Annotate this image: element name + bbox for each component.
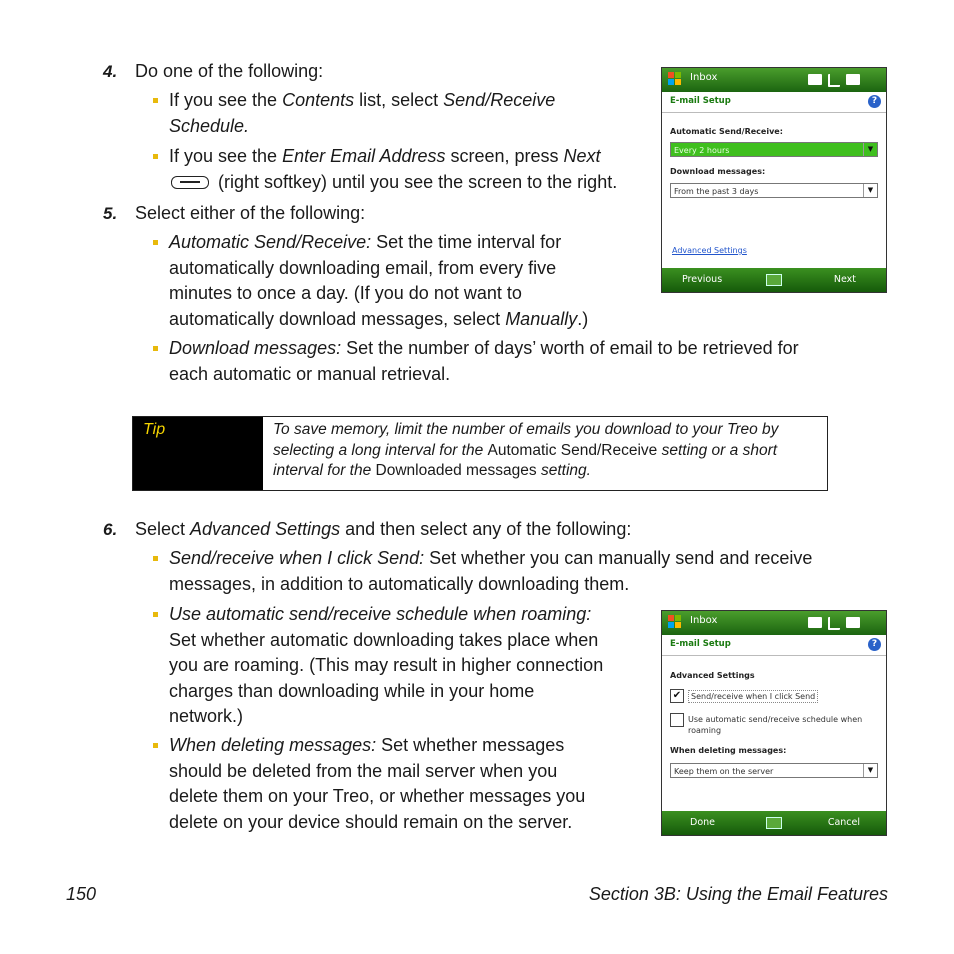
window-title: Inbox [690,615,718,626]
advanced-settings-heading: Advanced Settings [670,671,755,680]
roaming-schedule-checkbox[interactable] [670,713,684,727]
softkey-bar [662,811,886,835]
step-4-bullet-1: If you see the Contents list, select Send/Receive Schedule. [169,90,556,136]
email-setup-screen-2 [661,610,887,836]
bullet [153,346,158,351]
send-on-click-checkbox[interactable]: ✔ [670,689,684,703]
signal-icon [828,74,840,87]
step-4-bullet-2: If you see the Enter Email Address screen, press Next (right softkey) until you see the screen to the right. [169,146,618,192]
step-6-bullet-2: Use automatic send/receive schedule when roaming: Set whether automatic downloading takes place when you are roaming. (This may result in higher connection charges than downloading while in your home network.) [169,604,604,726]
when-deleting-select[interactable] [670,763,878,778]
signal-icon [828,617,840,630]
advanced-settings-link[interactable]: Advanced Settings [672,246,747,255]
tip-box [132,416,828,491]
windows-logo-icon [668,72,682,86]
step-5-text: Select either of the following: [135,203,366,223]
download-messages-value: From the past 3 days [674,187,759,196]
right-softkey-icon [171,176,209,189]
send-on-click-label: Send/receive when I click Send [688,690,818,703]
softkey-bar [662,268,886,292]
step-5-number: 5. [103,204,118,223]
dropdown-arrow-icon: ▼ [863,143,877,156]
setup-title: E-mail Setup [670,639,731,649]
tip-label: Tip [143,421,166,438]
roaming-schedule-label: Use automatic send/receive schedule when roaming [688,715,863,735]
setup-header [662,92,886,113]
dropdown-arrow-icon: ▼ [863,764,877,777]
section-title: Section 3B: Using the Email Features [588,884,888,904]
step-6-text: Select Advanced Settings and then select any of the following: [135,519,632,539]
step-4-text: Do one of the following: [135,61,324,81]
email-setup-screen-1 [661,67,887,293]
download-messages-select[interactable] [670,183,878,198]
step-5-bullet-2: Download messages: Set the number of days’ worth of email to be retrieved for each automatic or manual retrieval. [169,338,799,384]
download-messages-label: Download messages: [670,167,766,176]
auto-send-receive-value: Every 2 hours [674,146,730,155]
bullet [153,240,158,245]
bullet [153,154,158,159]
auto-send-receive-select[interactable] [670,142,878,157]
battery-icon [846,74,860,85]
setup-title: E-mail Setup [670,96,731,106]
cancel-softkey[interactable]: Cancel [827,817,860,828]
connectivity-icon [808,74,822,85]
keyboard-icon[interactable] [766,817,782,829]
title-bar [662,68,886,92]
next-softkey[interactable]: Next [833,274,856,285]
battery-icon [846,617,860,628]
auto-send-receive-label: Automatic Send/Receive: [670,127,783,136]
tip-label-box [133,417,263,490]
keyboard-icon[interactable] [766,274,782,286]
step-4-number: 4. [103,62,118,81]
when-deleting-label: When deleting messages: [670,746,787,755]
done-softkey[interactable]: Done [690,817,715,828]
when-deleting-value: Keep them on the server [674,767,774,776]
title-bar [662,611,886,635]
windows-logo-icon [668,615,682,629]
step-6-bullet-3: When deleting messages: Set whether messages should be deleted from the mail server when you delete them on your Treo, or whether messages you delete on your device should remain on the server. [169,735,586,832]
tip-text: To save memory, limit the number of emails you download to your Treo by selecting a long interval for the Automatic Send/Receive setting or a short interval for the Downloaded messages setting. [273,421,779,479]
bullet [153,743,158,748]
step-6-bullet-1: Send/receive when I click Send: Set whether you can manually send and receive messages, in addition to automatically downloading them. [169,548,813,594]
step-5-bullet-1: Automatic Send/Receive: Set the time interval for automatically downloading email, from every five minutes to once a day. (If you do not want to automatically download messages, select Manually.) [169,232,589,329]
dropdown-arrow-icon: ▼ [863,184,877,197]
window-title: Inbox [690,72,718,83]
page-number: 150 [66,884,97,904]
bullet [153,612,158,617]
help-icon[interactable]: ? [868,95,881,108]
previous-softkey[interactable]: Previous [682,274,723,285]
setup-header [662,635,886,656]
bullet [153,98,158,103]
help-icon[interactable]: ? [868,638,881,651]
bullet [153,556,158,561]
connectivity-icon [808,617,822,628]
step-6-number: 6. [103,520,118,539]
